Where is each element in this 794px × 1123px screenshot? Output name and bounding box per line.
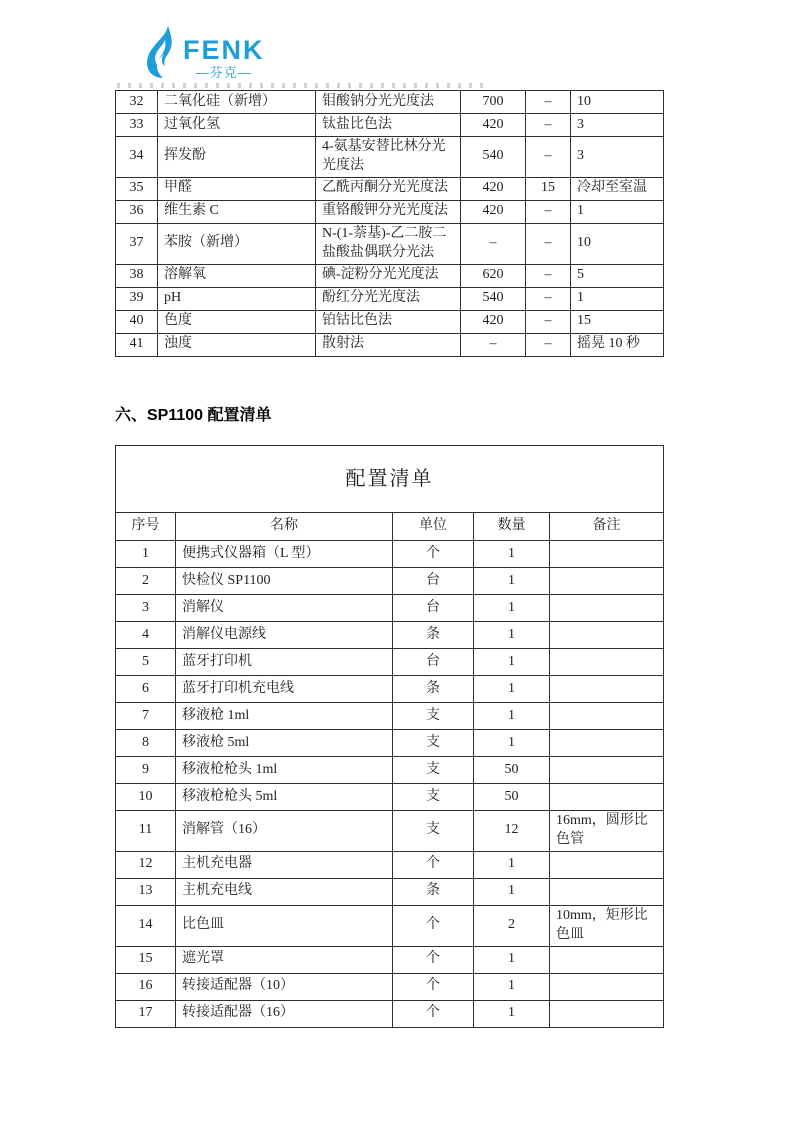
config-qty-cell: 2 xyxy=(474,905,550,946)
config-table-row xyxy=(116,568,664,595)
method-value2-cell: – xyxy=(526,333,571,356)
config-no-cell: 3 xyxy=(116,595,176,622)
method-method-cell: 钛盐比色法 xyxy=(316,114,461,137)
config-note-cell xyxy=(550,946,664,973)
config-qty-cell: 50 xyxy=(474,784,550,811)
config-name-cell: 移液枪 1ml xyxy=(176,703,393,730)
method-value2-cell: – xyxy=(526,264,571,287)
config-unit-cell: 支 xyxy=(393,757,474,784)
config-qty-cell: 1 xyxy=(474,878,550,905)
method-note-cell: 5 xyxy=(571,264,664,287)
config-note-cell xyxy=(550,1000,664,1027)
config-name-cell: 蓝牙打印机 xyxy=(176,649,393,676)
config-qty-cell: 1 xyxy=(474,730,550,757)
config-table xyxy=(115,445,664,1028)
config-note-cell xyxy=(550,622,664,649)
method-no-cell: 38 xyxy=(116,264,158,287)
method-method-cell: 散射法 xyxy=(316,333,461,356)
config-note-cell: 10mm，矩形比色皿 xyxy=(550,905,664,946)
config-unit-cell: 个 xyxy=(393,973,474,1000)
config-no-cell: 8 xyxy=(116,730,176,757)
method-method-cell: 酚红分光光度法 xyxy=(316,287,461,310)
method-value1-cell: 420 xyxy=(461,177,526,200)
config-qty-cell: 1 xyxy=(474,622,550,649)
method-value2-cell: – xyxy=(526,114,571,137)
method-table-row xyxy=(116,310,664,333)
method-value2-cell: – xyxy=(526,223,571,264)
method-value2-cell: – xyxy=(526,287,571,310)
config-table-row xyxy=(116,851,664,878)
config-header-qty: 数量 xyxy=(474,513,550,541)
config-qty-cell: 12 xyxy=(474,811,550,852)
method-value2-cell: – xyxy=(526,310,571,333)
method-name-cell: 维生素 C xyxy=(158,200,316,223)
method-note-cell: 冷却至室温 xyxy=(571,177,664,200)
method-note-cell: 10 xyxy=(571,91,664,114)
clipped-row-artifact xyxy=(117,83,489,88)
config-no-cell: 12 xyxy=(116,851,176,878)
config-table-row xyxy=(116,946,664,973)
config-name-cell: 比色皿 xyxy=(176,905,393,946)
config-qty-cell: 1 xyxy=(474,676,550,703)
config-name-cell: 快检仪 SP1100 xyxy=(176,568,393,595)
config-unit-cell: 条 xyxy=(393,622,474,649)
config-name-cell: 移液枪枪头 5ml xyxy=(176,784,393,811)
config-unit-cell: 条 xyxy=(393,676,474,703)
config-note-cell xyxy=(550,676,664,703)
flame-drop-icon xyxy=(146,26,180,78)
method-name-cell: 二氧化硅（新增） xyxy=(158,91,316,114)
config-unit-cell: 台 xyxy=(393,568,474,595)
method-value2-cell: – xyxy=(526,200,571,223)
config-unit-cell: 个 xyxy=(393,1000,474,1027)
config-table-header-row xyxy=(116,513,664,541)
method-name-cell: 苯胺（新增） xyxy=(158,223,316,264)
config-table-row xyxy=(116,878,664,905)
method-no-cell: 39 xyxy=(116,287,158,310)
method-no-cell: 40 xyxy=(116,310,158,333)
method-value1-cell: 620 xyxy=(461,264,526,287)
config-table-title-row xyxy=(116,446,664,513)
config-no-cell: 6 xyxy=(116,676,176,703)
config-header-note: 备注 xyxy=(550,513,664,541)
config-name-cell: 消解仪 xyxy=(176,595,393,622)
config-note-cell xyxy=(550,568,664,595)
method-name-cell: 溶解氧 xyxy=(158,264,316,287)
method-value1-cell: 420 xyxy=(461,310,526,333)
config-table-row xyxy=(116,703,664,730)
config-name-cell: 移液枪枪头 1ml xyxy=(176,757,393,784)
config-unit-cell: 台 xyxy=(393,595,474,622)
method-no-cell: 36 xyxy=(116,200,158,223)
config-no-cell: 11 xyxy=(116,811,176,852)
config-unit-cell: 台 xyxy=(393,649,474,676)
method-no-cell: 37 xyxy=(116,223,158,264)
logo-text-block xyxy=(183,37,265,81)
method-no-cell: 33 xyxy=(116,114,158,137)
config-table-row xyxy=(116,622,664,649)
method-method-cell: 4-氨基安替比林分光光度法 xyxy=(316,137,461,178)
config-qty-cell: 1 xyxy=(474,595,550,622)
config-no-cell: 1 xyxy=(116,541,176,568)
config-qty-cell: 1 xyxy=(474,703,550,730)
config-note-cell xyxy=(550,730,664,757)
method-method-cell: 碘-淀粉分光光度法 xyxy=(316,264,461,287)
config-note-cell: 16mm，圆形比色管 xyxy=(550,811,664,852)
config-header-no: 序号 xyxy=(116,513,176,541)
config-no-cell: 16 xyxy=(116,973,176,1000)
method-table xyxy=(115,90,664,357)
config-qty-cell: 1 xyxy=(474,851,550,878)
config-qty-cell: 1 xyxy=(474,973,550,1000)
config-name-cell: 转接适配器（16） xyxy=(176,1000,393,1027)
config-qty-cell: 1 xyxy=(474,541,550,568)
method-value1-cell: 420 xyxy=(461,114,526,137)
method-note-cell: 3 xyxy=(571,114,664,137)
method-name-cell: 过氧化氢 xyxy=(158,114,316,137)
method-name-cell: 甲醛 xyxy=(158,177,316,200)
config-name-cell: 蓝牙打印机充电线 xyxy=(176,676,393,703)
config-no-cell: 13 xyxy=(116,878,176,905)
logo-brand-text: FENK xyxy=(183,35,265,65)
method-name-cell: 色度 xyxy=(158,310,316,333)
config-note-cell xyxy=(550,595,664,622)
method-note-cell: 10 xyxy=(571,223,664,264)
method-table-row xyxy=(116,137,664,178)
config-table-row xyxy=(116,905,664,946)
config-no-cell: 5 xyxy=(116,649,176,676)
method-table-row xyxy=(116,287,664,310)
method-method-cell: N-(1-萘基)-乙二胺二盐酸盐偶联分光法 xyxy=(316,223,461,264)
config-no-cell: 2 xyxy=(116,568,176,595)
method-no-cell: 32 xyxy=(116,91,158,114)
config-no-cell: 14 xyxy=(116,905,176,946)
config-qty-cell: 1 xyxy=(474,568,550,595)
method-table-row xyxy=(116,114,664,137)
method-value2-cell: – xyxy=(526,91,571,114)
config-header-unit: 单位 xyxy=(393,513,474,541)
method-value1-cell: 540 xyxy=(461,137,526,178)
config-table-row xyxy=(116,676,664,703)
method-method-cell: 乙酰丙酮分光光度法 xyxy=(316,177,461,200)
config-table-row xyxy=(116,541,664,568)
method-table-row xyxy=(116,333,664,356)
config-note-cell xyxy=(550,784,664,811)
logo-subtext: —芬克— xyxy=(195,65,252,80)
config-no-cell: 7 xyxy=(116,703,176,730)
config-table-row xyxy=(116,784,664,811)
fenk-logo xyxy=(146,26,265,81)
config-note-cell xyxy=(550,757,664,784)
config-unit-cell: 条 xyxy=(393,878,474,905)
method-value2-cell: – xyxy=(526,137,571,178)
config-name-cell: 主机充电线 xyxy=(176,878,393,905)
config-unit-cell: 支 xyxy=(393,703,474,730)
method-value2-cell: 15 xyxy=(526,177,571,200)
config-note-cell xyxy=(550,973,664,1000)
method-name-cell: 浊度 xyxy=(158,333,316,356)
config-qty-cell: 50 xyxy=(474,757,550,784)
method-value1-cell: – xyxy=(461,223,526,264)
config-table-row xyxy=(116,1000,664,1027)
config-unit-cell: 个 xyxy=(393,946,474,973)
config-qty-cell: 1 xyxy=(474,1000,550,1027)
config-unit-cell: 支 xyxy=(393,784,474,811)
method-method-cell: 钼酸钠分光光度法 xyxy=(316,91,461,114)
method-table-row xyxy=(116,264,664,287)
method-no-cell: 35 xyxy=(116,177,158,200)
config-table-row xyxy=(116,811,664,852)
config-no-cell: 15 xyxy=(116,946,176,973)
method-value1-cell: – xyxy=(461,333,526,356)
config-table-row xyxy=(116,595,664,622)
config-no-cell: 4 xyxy=(116,622,176,649)
method-name-cell: 挥发酚 xyxy=(158,137,316,178)
config-qty-cell: 1 xyxy=(474,649,550,676)
method-value1-cell: 700 xyxy=(461,91,526,114)
config-no-cell: 17 xyxy=(116,1000,176,1027)
config-name-cell: 消解仪电源线 xyxy=(176,622,393,649)
method-note-cell: 15 xyxy=(571,310,664,333)
method-note-cell: 1 xyxy=(571,287,664,310)
method-note-cell: 1 xyxy=(571,200,664,223)
config-note-cell xyxy=(550,541,664,568)
method-note-cell: 摇晃 10 秒 xyxy=(571,333,664,356)
config-qty-cell: 1 xyxy=(474,946,550,973)
config-name-cell: 便携式仪器箱（L 型） xyxy=(176,541,393,568)
config-name-cell: 移液枪 5ml xyxy=(176,730,393,757)
config-no-cell: 10 xyxy=(116,784,176,811)
method-table-row xyxy=(116,200,664,223)
method-no-cell: 34 xyxy=(116,137,158,178)
method-table-row xyxy=(116,177,664,200)
config-unit-cell: 支 xyxy=(393,811,474,852)
config-table-row xyxy=(116,730,664,757)
config-table-row xyxy=(116,757,664,784)
method-method-cell: 重铬酸钾分光光度法 xyxy=(316,200,461,223)
config-unit-cell: 个 xyxy=(393,905,474,946)
section-heading: 六、SP1100 配置清单 xyxy=(115,407,272,424)
config-name-cell: 转接适配器（10） xyxy=(176,973,393,1000)
config-name-cell: 遮光罩 xyxy=(176,946,393,973)
method-name-cell: pH xyxy=(158,287,316,310)
config-table-row xyxy=(116,649,664,676)
config-no-cell: 9 xyxy=(116,757,176,784)
config-table-row xyxy=(116,973,664,1000)
method-value1-cell: 420 xyxy=(461,200,526,223)
method-no-cell: 41 xyxy=(116,333,158,356)
method-value1-cell: 540 xyxy=(461,287,526,310)
config-unit-cell: 支 xyxy=(393,730,474,757)
config-name-cell: 消解管（16） xyxy=(176,811,393,852)
method-note-cell: 3 xyxy=(571,137,664,178)
config-unit-cell: 个 xyxy=(393,851,474,878)
config-note-cell xyxy=(550,878,664,905)
config-table-title: 配置清单 xyxy=(116,446,664,513)
method-table-row xyxy=(116,91,664,114)
config-name-cell: 主机充电器 xyxy=(176,851,393,878)
method-method-cell: 铂钴比色法 xyxy=(316,310,461,333)
config-unit-cell: 个 xyxy=(393,541,474,568)
config-note-cell xyxy=(550,703,664,730)
config-header-name: 名称 xyxy=(176,513,393,541)
config-note-cell xyxy=(550,649,664,676)
config-note-cell xyxy=(550,851,664,878)
method-table-row xyxy=(116,223,664,264)
